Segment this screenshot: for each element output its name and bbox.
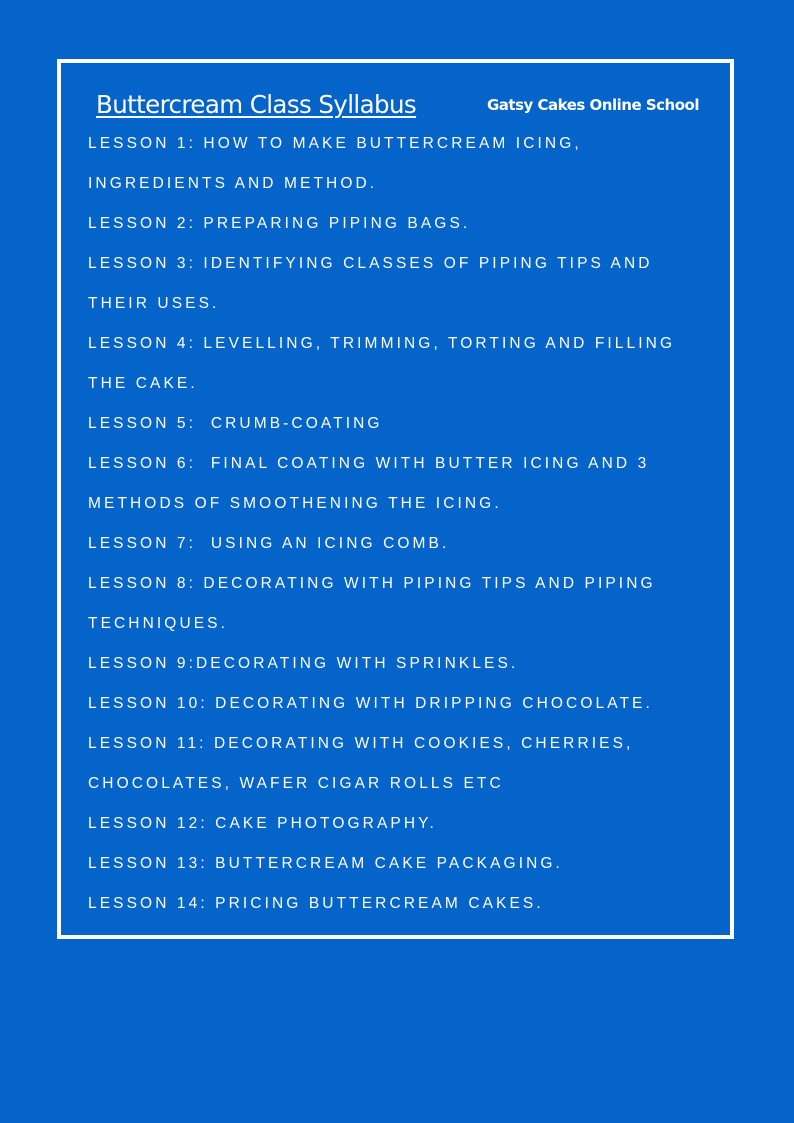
lesson-line: LESSON 8: DECORATING WITH PIPING TIPS AND PIPING: [88, 575, 656, 592]
lesson-line: CHOCOLATES, WAFER CIGAR ROLLS ETC: [88, 775, 504, 792]
lesson-line: THE CAKE.: [88, 375, 198, 392]
lesson-line: LESSON 6: FINAL COATING WITH BUTTER ICING AND 3: [88, 455, 650, 472]
lesson-line: METHODS OF SMOOTHENING THE ICING.: [88, 495, 502, 512]
lesson-line: LESSON 14: PRICING BUTTERCREAM CAKES.: [88, 895, 544, 912]
lesson-line: INGREDIENTS AND METHOD.: [88, 175, 378, 192]
lesson-line: LESSON 9:DECORATING WITH SPRINKLES.: [88, 655, 519, 672]
lesson-line: THEIR USES.: [88, 295, 220, 312]
lesson-line: LESSON 4: LEVELLING, TRIMMING, TORTING AND FILLING: [88, 335, 676, 352]
lesson-line: LESSON 13: BUTTERCREAM CAKE PACKAGING.: [88, 855, 563, 872]
lesson-line: LESSON 1: HOW TO MAKE BUTTERCREAM ICING,: [88, 135, 582, 152]
page-title: Buttercream Class Syllabus: [96, 90, 417, 119]
lesson-line: LESSON 12: CAKE PHOTOGRAPHY.: [88, 815, 437, 832]
lesson-line: LESSON 7: USING AN ICING COMB.: [88, 535, 450, 552]
lesson-line: LESSON 10: DECORATING WITH DRIPPING CHOCOLATE.: [88, 695, 653, 712]
lesson-line: LESSON 3: IDENTIFYING CLASSES OF PIPING TIPS AND: [88, 255, 653, 272]
lesson-list: [88, 124, 728, 924]
lesson-line: LESSON 2: PREPARING PIPING BAGS.: [88, 215, 471, 232]
lesson-line: LESSON 11: DECORATING WITH COOKIES, CHERRIES,: [88, 735, 634, 752]
lesson-line: LESSON 5: CRUMB-COATING: [88, 415, 383, 432]
lesson-line: TECHNIQUES.: [88, 615, 229, 632]
school-name: Gatsy Cakes Online School: [487, 96, 699, 114]
